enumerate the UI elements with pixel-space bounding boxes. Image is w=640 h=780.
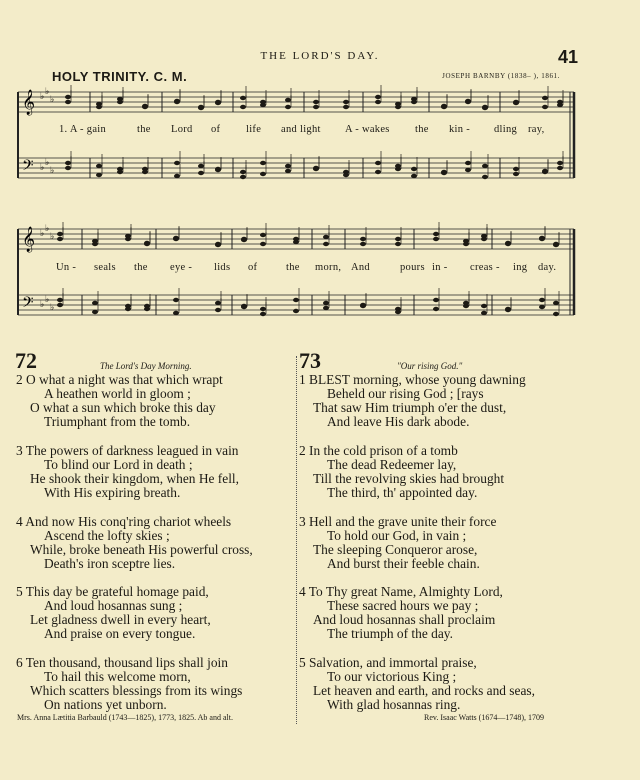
- flat-icon: ♭: [50, 165, 55, 175]
- note-head: [260, 312, 266, 316]
- note-head: [57, 237, 63, 241]
- note-head: [92, 310, 98, 314]
- note-head: [285, 98, 291, 102]
- lyric-syllable: lids: [214, 262, 231, 273]
- note-head: [395, 167, 401, 171]
- note-head: [144, 304, 150, 308]
- stanza: [299, 656, 535, 712]
- note-head: [375, 161, 381, 165]
- note-head: [142, 167, 148, 171]
- note-head: [465, 161, 471, 165]
- lyric-syllable: ray,: [528, 124, 545, 135]
- lyric-syllable: seals: [94, 262, 116, 273]
- flat-icon: ♭: [45, 86, 50, 96]
- stanza-line: 3 Hell and the grave unite their force: [299, 514, 497, 529]
- note-head: [313, 166, 319, 170]
- note-head: [360, 242, 366, 246]
- note-head: [260, 307, 266, 311]
- stanza: [16, 444, 239, 500]
- hymn-72-title: The Lord's Day Morning.: [100, 361, 192, 371]
- note-head: [117, 100, 123, 104]
- lyric-syllable: kin -: [449, 124, 471, 135]
- lyric-syllable: of: [211, 124, 221, 135]
- note-head: [57, 298, 63, 302]
- stanza-line: 5 This day be grateful homage paid,: [16, 584, 209, 599]
- stanza-line: 6 Ten thousand, thousand lips shall join: [16, 655, 228, 670]
- stanza-line: Let heaven and earth, and rocks and seas,: [313, 683, 535, 698]
- note-head: [542, 169, 548, 173]
- note-head: [323, 242, 329, 246]
- lyric-syllable: the: [286, 262, 300, 273]
- note-head: [57, 303, 63, 307]
- note-head: [96, 164, 102, 168]
- note-head: [557, 161, 563, 165]
- lyric-syllable: A - wakes: [345, 124, 390, 135]
- stanza-line: 4 And now His conq'ring chariot wheels: [16, 514, 232, 529]
- stanza: [299, 373, 526, 429]
- lyric-syllable: 1. A - gain: [59, 124, 107, 135]
- note-head: [260, 242, 266, 246]
- note-head: [215, 100, 221, 104]
- lyric-syllable: pours: [400, 262, 425, 273]
- note-head: [65, 100, 71, 104]
- lyric-syllable: dling: [494, 124, 518, 135]
- note-head: [395, 105, 401, 109]
- hymn-72-number: 72: [15, 348, 37, 373]
- stanza-line: And loud hosannas shall proclaim: [313, 612, 496, 627]
- lyrics-line-2: [0, 262, 640, 276]
- note-head: [285, 169, 291, 173]
- stanza-line: Ascend the lofty skies ;: [44, 528, 170, 543]
- note-head: [433, 237, 439, 241]
- note-head: [293, 237, 299, 241]
- note-head: [395, 237, 401, 241]
- note-head: [215, 242, 221, 246]
- stanza: [16, 373, 223, 429]
- lyric-syllable: morn,: [315, 262, 342, 273]
- stanza-line: Till the revolving skies had brought: [313, 471, 505, 486]
- flat-icon: ♭: [45, 157, 50, 167]
- note-head: [360, 237, 366, 241]
- note-head: [433, 307, 439, 311]
- note-head: [241, 237, 247, 241]
- note-head: [65, 95, 71, 99]
- note-head: [117, 170, 123, 174]
- hymn-73-credit: Rev. Isaac Watts (1674—1748), 1709: [424, 713, 544, 722]
- stanza-line: The triumph of the day.: [327, 626, 453, 641]
- note-head: [375, 170, 381, 174]
- music-score: [0, 0, 640, 340]
- note-head: [542, 96, 548, 100]
- stanza-line: 2 O what a night was that which wrapt: [16, 372, 223, 387]
- note-head: [411, 174, 417, 178]
- stanza: [299, 444, 504, 500]
- note-head: [173, 298, 179, 302]
- note-head: [96, 173, 102, 177]
- note-head: [539, 305, 545, 309]
- note-head: [57, 232, 63, 236]
- lyric-syllable: the: [134, 262, 148, 273]
- note-head: [343, 173, 349, 177]
- stanza-line: That saw Him triumph o'er the dust,: [313, 400, 507, 415]
- note-head: [92, 242, 98, 246]
- stanza-line: A heathen world in gloom ;: [44, 386, 191, 401]
- hymn-73-title: "Our rising God.": [397, 361, 463, 371]
- composer-credit: JOSEPH BARNBY (1838– ), 1861.: [442, 72, 560, 80]
- flat-icon: ♭: [45, 294, 50, 304]
- note-head: [360, 303, 366, 307]
- flat-icon: ♭: [45, 223, 50, 233]
- stanza-line: The third, th' appointed day.: [327, 485, 478, 500]
- note-head: [463, 242, 469, 246]
- note-head: [557, 100, 563, 104]
- running-head: THE LORD'S DAY.: [260, 50, 380, 62]
- note-head: [144, 242, 150, 246]
- note-head: [174, 161, 180, 165]
- stanza-line: And leave His dark abode.: [327, 414, 470, 429]
- note-head: [215, 168, 221, 172]
- note-head: [142, 105, 148, 109]
- flat-icon: ♭: [40, 162, 45, 172]
- stanza-line: 3 The powers of darkness leagued in vain: [16, 443, 239, 458]
- stanza-line: Beheld our rising God ; [rays: [327, 386, 484, 401]
- note-head: [553, 312, 559, 316]
- treble-clef-icon: 𝄞: [22, 90, 36, 115]
- lyric-syllable: life: [246, 124, 262, 135]
- stanza-line: 2 In the cold prison of a tomb: [299, 443, 458, 458]
- note-head: [482, 164, 488, 168]
- note-head: [553, 301, 559, 305]
- stanza-line: On nations yet unborn.: [44, 697, 167, 712]
- stanza: [299, 585, 503, 641]
- stanza: [16, 585, 211, 641]
- hymn-72-credit: Mrs. Anna Lætitia Barbauld (1743—1825), 1773, 1825. Ab and alt.: [17, 713, 233, 722]
- note-head: [260, 172, 266, 176]
- note-head: [240, 96, 246, 100]
- note-head: [285, 105, 291, 109]
- lyric-syllable: And: [351, 262, 370, 273]
- stanza-line: To blind our Lord in death ;: [44, 457, 193, 472]
- stanza: [299, 515, 496, 571]
- note-head: [215, 301, 221, 305]
- stanza-line: To hold our God, in vain ;: [327, 528, 467, 543]
- stanza-line: While, broke beneath His powerful cross,: [30, 542, 253, 557]
- note-head: [198, 164, 204, 168]
- note-head: [539, 298, 545, 302]
- note-head: [293, 309, 299, 313]
- stanza-line: Let gladness dwell in every heart,: [30, 612, 211, 627]
- stanza: [16, 656, 242, 712]
- stanza-line: Triumphant from the tomb.: [44, 414, 191, 429]
- note-head: [557, 166, 563, 170]
- note-head: [125, 307, 131, 311]
- note-head: [173, 311, 179, 315]
- lyric-syllable: ing: [513, 262, 528, 273]
- note-head: [173, 237, 179, 241]
- note-head: [198, 105, 204, 109]
- stanza: [16, 515, 253, 571]
- column-divider: [296, 356, 298, 724]
- note-head: [513, 167, 519, 171]
- note-head: [174, 174, 180, 178]
- note-head: [465, 168, 471, 172]
- stanza-line: He shook their kingdom, when He fell,: [30, 471, 239, 486]
- note-head: [343, 105, 349, 109]
- note-head: [395, 310, 401, 314]
- note-head: [215, 308, 221, 312]
- lyrics-line-1: [0, 124, 640, 138]
- note-head: [542, 105, 548, 109]
- stanza-line: 4 To Thy great Name, Almighty Lord,: [299, 584, 503, 599]
- tune-name: HOLY TRINITY. C. M.: [52, 69, 188, 84]
- stanza-line: O what a sun which broke this day: [30, 400, 216, 415]
- note-head: [92, 301, 98, 305]
- note-head: [433, 232, 439, 236]
- note-head: [260, 100, 266, 104]
- note-head: [465, 100, 471, 104]
- flat-icon: ♭: [50, 302, 55, 312]
- note-head: [125, 237, 131, 241]
- note-head: [323, 301, 329, 305]
- lyric-syllable: eye -: [170, 262, 193, 273]
- note-head: [198, 171, 204, 175]
- stanza-line: With glad hosannas ring.: [327, 697, 461, 712]
- stanza-line: 1 BLEST morning, whose young dawning: [299, 372, 526, 387]
- note-head: [375, 95, 381, 99]
- lyric-syllable: the: [137, 124, 151, 135]
- stanza-line: The dead Redeemer lay,: [327, 457, 457, 472]
- note-head: [260, 161, 266, 165]
- note-head: [65, 166, 71, 170]
- note-head: [240, 175, 246, 179]
- note-head: [463, 304, 469, 308]
- stanza-line: With His expiring breath.: [44, 485, 181, 500]
- note-head: [441, 171, 447, 175]
- note-head: [313, 105, 319, 109]
- hymn-73-number: 73: [299, 348, 321, 373]
- stanza-line: Death's iron sceptre lies.: [44, 556, 176, 571]
- note-head: [285, 164, 291, 168]
- note-head: [323, 235, 329, 239]
- note-head: [241, 305, 247, 309]
- lyric-syllable: and light: [281, 124, 321, 135]
- note-head: [240, 170, 246, 174]
- note-head: [313, 100, 319, 104]
- stanza-line: And burst their feeble chain.: [327, 556, 480, 571]
- note-head: [513, 172, 519, 176]
- lyric-syllable: the: [415, 124, 429, 135]
- note-head: [293, 298, 299, 302]
- lyric-syllable: in -: [432, 262, 448, 273]
- note-head: [260, 233, 266, 237]
- note-head: [553, 242, 559, 246]
- note-head: [505, 308, 511, 312]
- lyric-syllable: creas -: [470, 262, 500, 273]
- treble-clef-icon: 𝄞: [22, 227, 36, 252]
- stanza-line: Which scatters blessings from its wings: [30, 683, 243, 698]
- note-head: [343, 100, 349, 104]
- bass-clef-icon: 𝄢: [22, 294, 34, 315]
- note-head: [174, 100, 180, 104]
- stanza-line: These sacred hours we pay ;: [327, 598, 479, 613]
- flat-icon: ♭: [40, 91, 45, 101]
- note-head: [96, 105, 102, 109]
- note-head: [411, 100, 417, 104]
- note-head: [433, 298, 439, 302]
- stanza-line: And praise on every tongue.: [44, 626, 196, 641]
- lyric-syllable: Un -: [56, 262, 77, 273]
- note-head: [481, 304, 487, 308]
- note-head: [481, 311, 487, 315]
- flat-icon: ♭: [50, 231, 55, 241]
- note-head: [395, 242, 401, 246]
- note-head: [513, 100, 519, 104]
- bass-clef-icon: 𝄢: [22, 157, 34, 178]
- lyric-syllable: of: [248, 262, 258, 273]
- note-head: [375, 100, 381, 104]
- flat-icon: ♭: [40, 228, 45, 238]
- note-head: [539, 237, 545, 241]
- note-head: [482, 175, 488, 179]
- stanza-line: The sleeping Conqueror arose,: [313, 542, 478, 557]
- note-head: [441, 105, 447, 109]
- flat-icon: ♭: [50, 94, 55, 104]
- note-head: [323, 306, 329, 310]
- note-head: [65, 161, 71, 165]
- stanza-line: To our victorious King ;: [327, 669, 457, 684]
- note-head: [411, 167, 417, 171]
- note-head: [505, 242, 511, 246]
- lyric-syllable: day.: [538, 262, 557, 273]
- lyric-syllable: Lord: [171, 124, 193, 135]
- stanza-line: 5 Salvation, and immortal praise,: [299, 655, 477, 670]
- page-number: 41: [557, 47, 578, 67]
- stanza-line: And loud hosannas sung ;: [44, 598, 183, 613]
- flat-icon: ♭: [40, 299, 45, 309]
- note-head: [240, 105, 246, 109]
- stanza-line: To hail this welcome morn,: [44, 669, 191, 684]
- note-head: [482, 105, 488, 109]
- note-head: [481, 237, 487, 241]
